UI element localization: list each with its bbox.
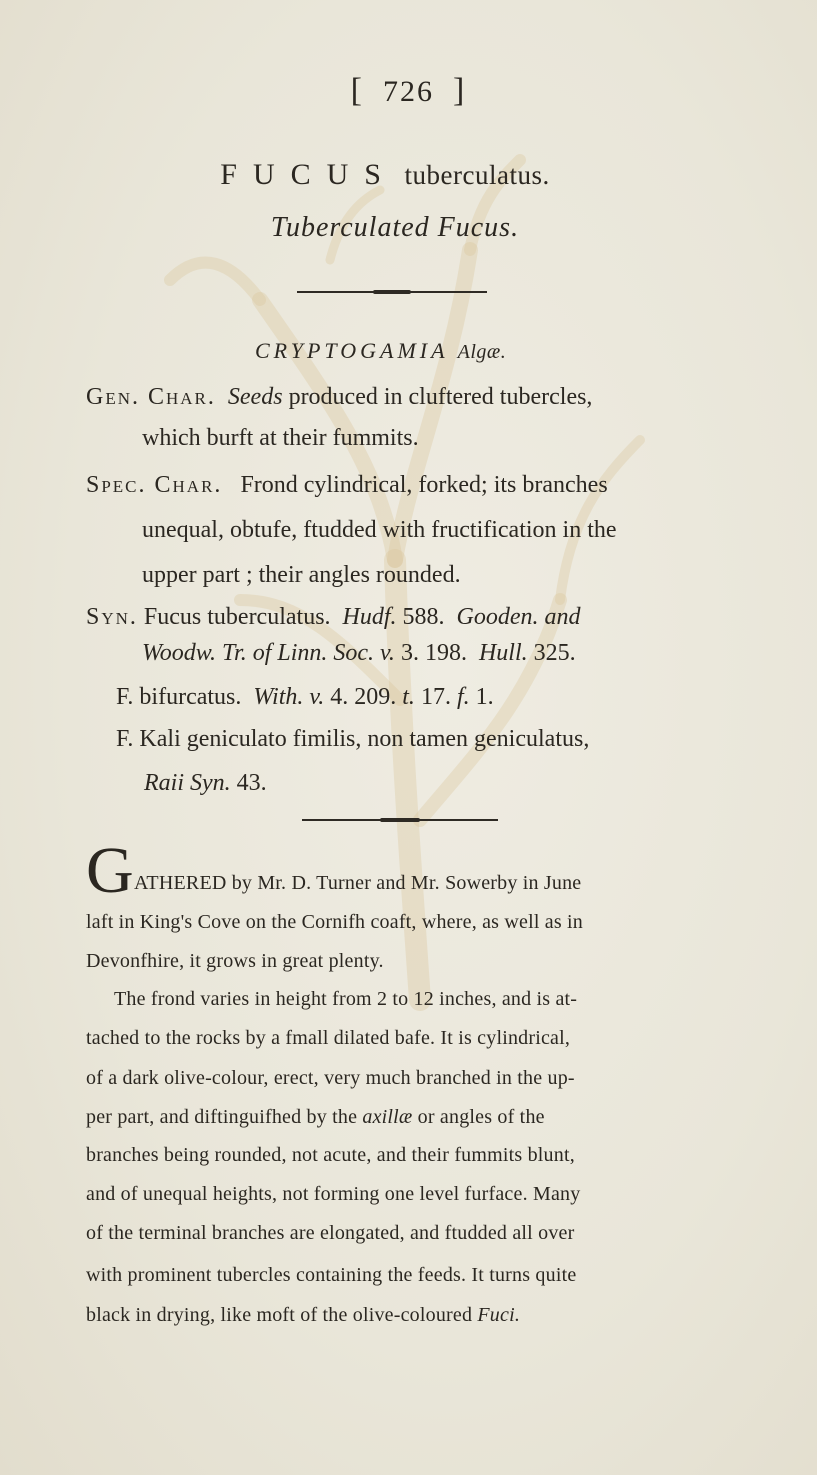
description-line-12: black in drying, like moft of the olive-coloured Fuci. [86, 1304, 521, 1326]
title-divider [297, 291, 487, 293]
species-name: tuberculatus. [404, 160, 550, 190]
description-line-10: of the terminal branches are elongated, and ftudded all over [86, 1222, 575, 1244]
generic-character-text: produced in cluftered tubercles, [288, 384, 593, 410]
description-line-7: per part, and diftinguifhed by the axillæ or angles of the [86, 1106, 545, 1128]
generic-character-label: Gen. Char. [86, 384, 216, 410]
page-number: [ 726 ] [350, 72, 467, 109]
specific-character-label: Spec. Char. [86, 472, 223, 498]
english-name: Tuberculated Fucus. [270, 212, 520, 243]
drop-cap: G [86, 834, 134, 907]
description-line-5: tached to the rocks by a fmall dilated bafe. It is cylindrical, [86, 1027, 571, 1049]
description-line-3: Devonfhire, it grows in great plenty. [86, 950, 384, 972]
description-line-1: ATHERED by Mr. D. Turner and Mr. Sowerby in June [134, 872, 582, 894]
specific-character-line-3: upper part ; their angles rounded. [142, 562, 461, 588]
order-name: Algæ. [457, 341, 507, 363]
description-line-11: with prominent tubercles containing the feeds. It turns quite [86, 1264, 577, 1286]
description-line-8: branches being rounded, not acute, and their fummits blunt, [86, 1144, 575, 1166]
specific-character-text: Frond cylindrical, forked; its branches [240, 472, 608, 498]
synonym-2: F. bifurcatus. With. v. 4. 209. t. 17. f. 1. [116, 684, 494, 710]
description-line-4: The frond varies in height from 2 to 12 inches, and is at- [114, 988, 578, 1010]
synonym-3-line-1: F. Kali geniculato fimilis, non tamen geniculatus, [116, 726, 590, 752]
synonym-3-line-2: Raii Syn. 43. [144, 770, 267, 796]
classification [255, 338, 506, 364]
generic-character-line-2: which burft at their fummits. [142, 425, 419, 451]
specific-character-line-1 [86, 472, 608, 499]
generic-character-line-1 [86, 384, 592, 411]
genus-name: FUCUS [220, 158, 397, 191]
description-line-6: of a dark olive-colour, erect, very much branched in the up- [86, 1067, 575, 1089]
generic-character-italic: Seeds [227, 384, 283, 410]
specific-character-line-2: unequal, obtufe, ftudded with fructification in the [142, 517, 617, 543]
class-name: CRYPTOGAMIA [255, 338, 449, 363]
synonyms-label: Syn. [86, 604, 138, 630]
section-divider [302, 819, 498, 821]
first-word: ATHERED [134, 872, 227, 894]
description-line-9: and of unequal heights, not forming one level furface. Many [86, 1183, 581, 1205]
synonym-1-line-2: Woodw. Tr. of Linn. Soc. v. 3. 198. Hull. 325. [142, 640, 576, 666]
page-title [0, 158, 770, 192]
synonym-1-line-1: Syn. Fucus tuberculatus. Hudf. 588. Gooden. and [86, 604, 581, 630]
description-line-2: laft in King's Cove on the Cornifh coaft, where, as well as in [86, 911, 583, 933]
